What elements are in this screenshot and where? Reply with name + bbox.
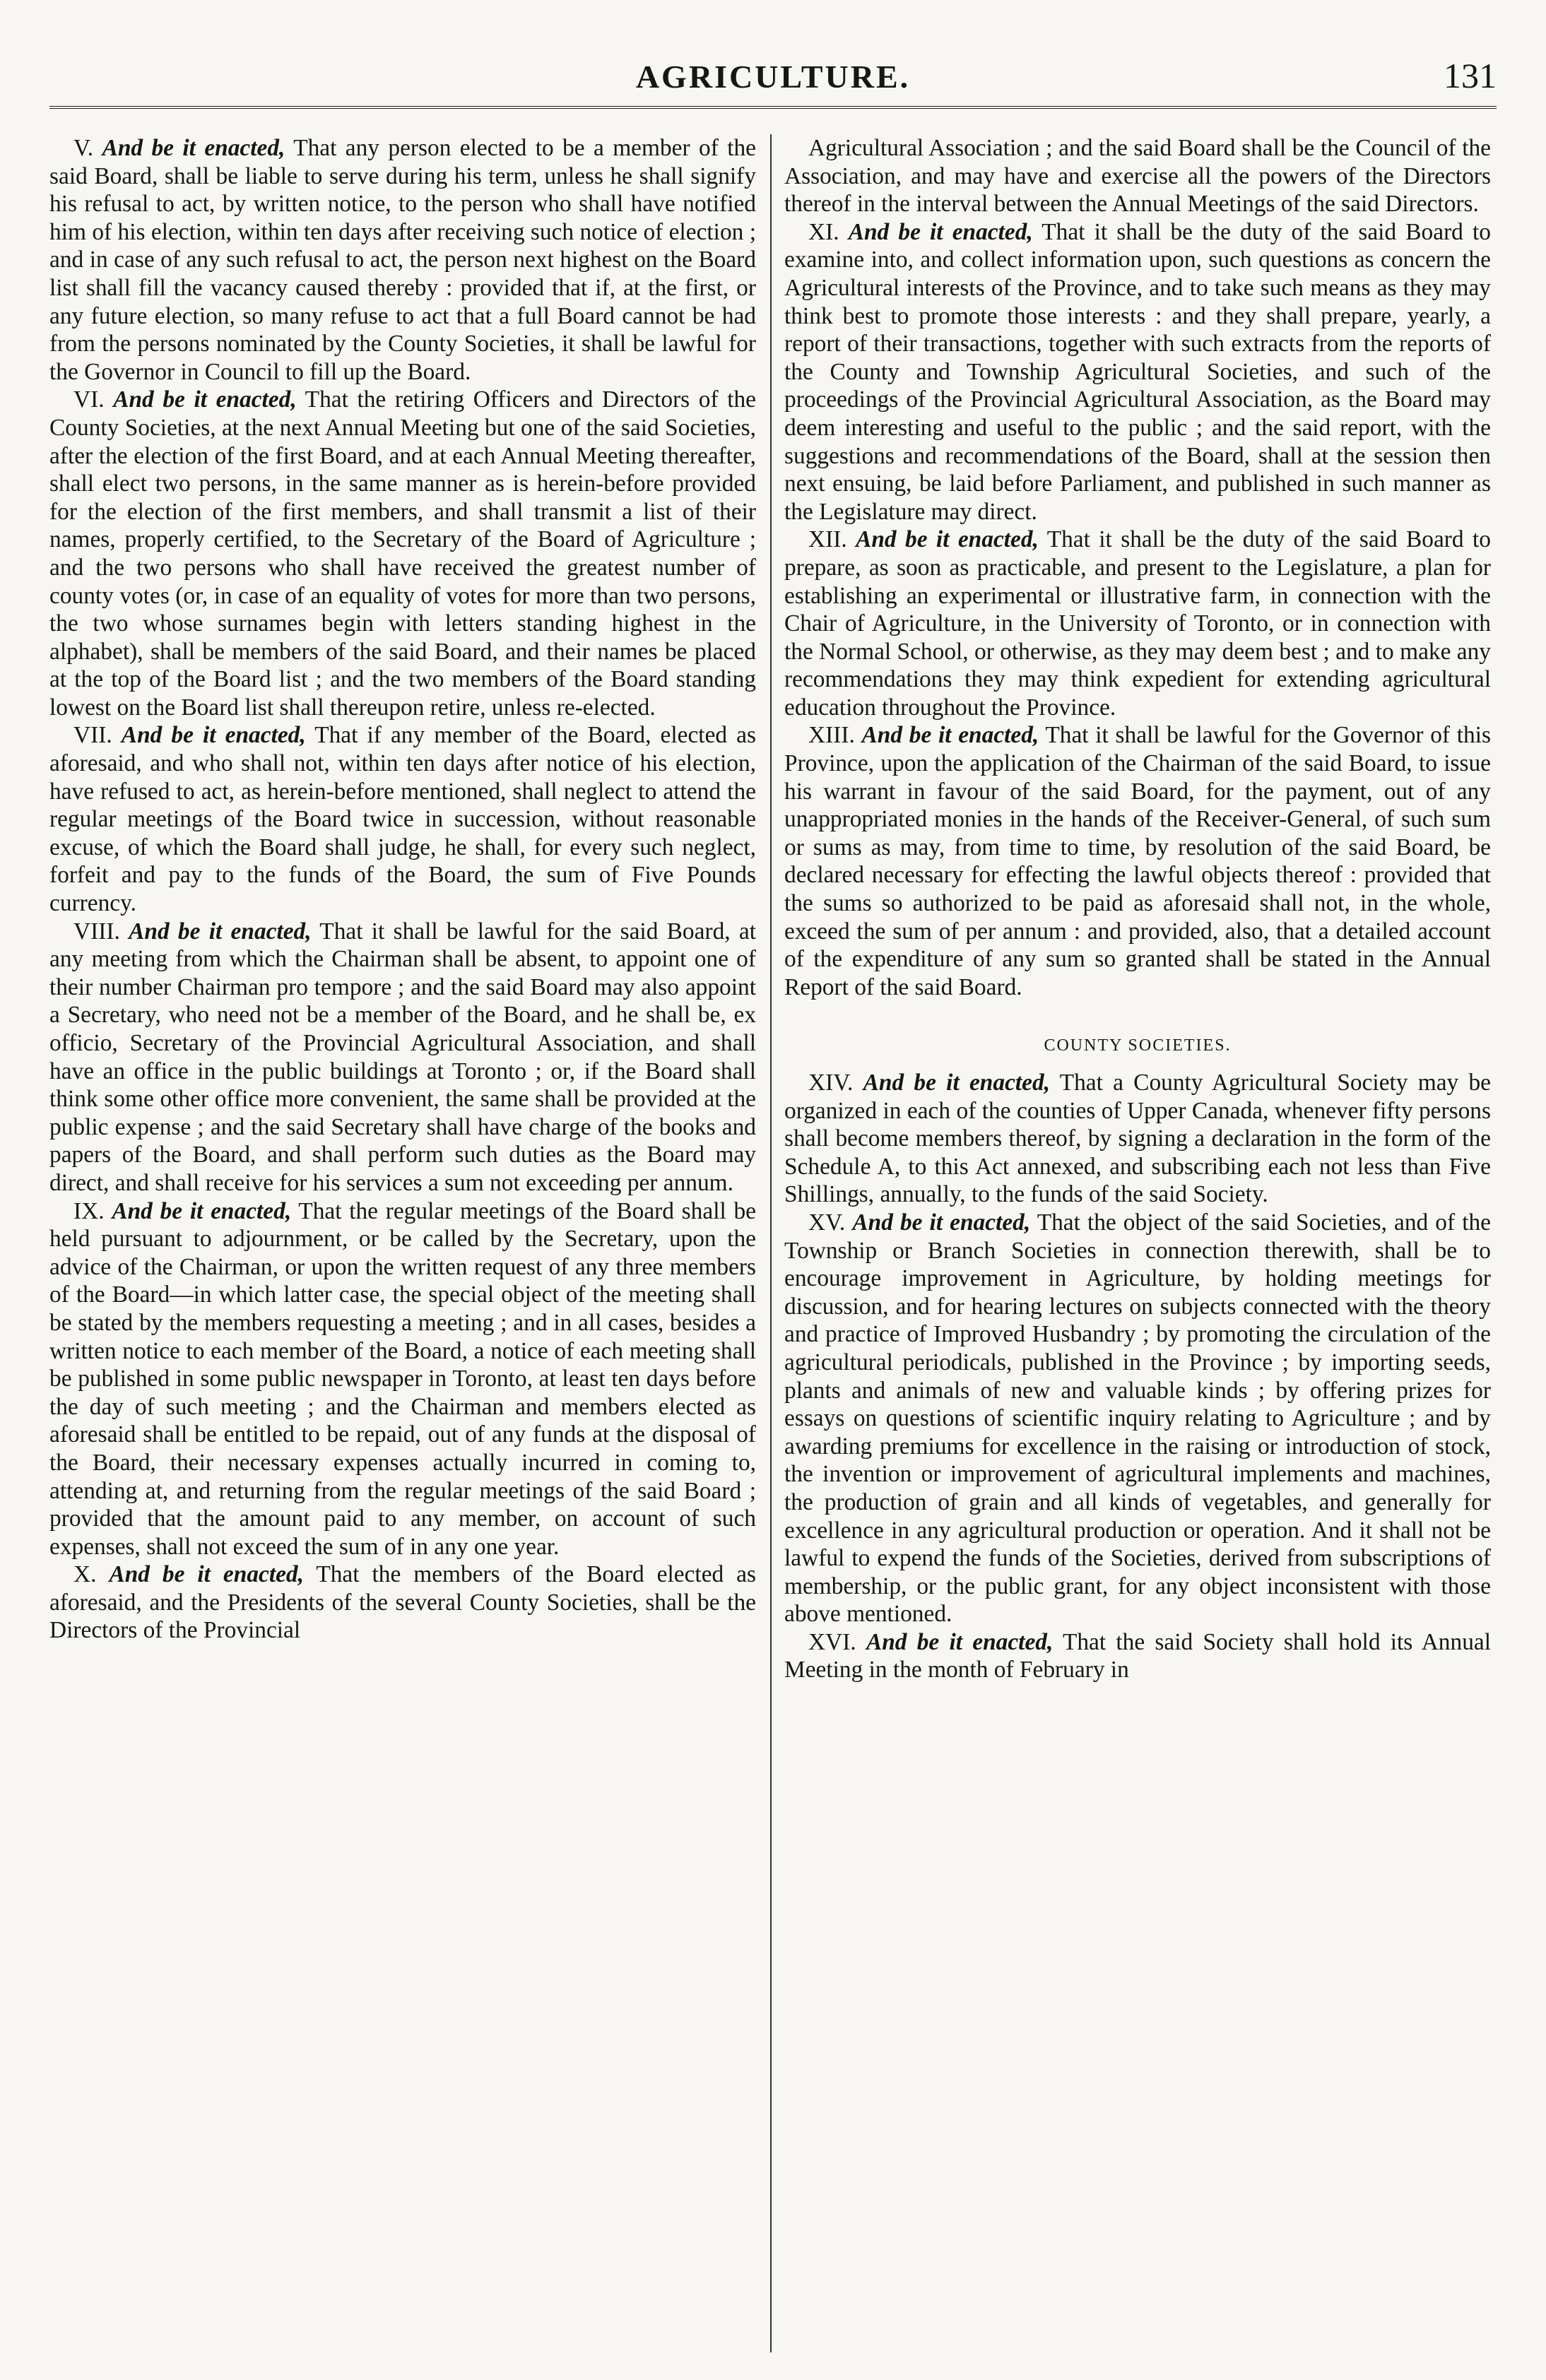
page-number: 131 — [1444, 56, 1497, 95]
paragraph-text: That it shall be the duty of the said Board to prepare, as soon as practicable, and present to the Legislature, a plan for establishing an experimental or illustrative farm, in connection with the Chair of Agriculture, in the University of Toronto, or in connection with the Normal School, or otherwise, as they may deem best ; and to make any recommendations they may think expedient for extending agricultural education throughout the Province. — [784, 526, 1491, 721]
paragraph-text: That the retiring Officers and Directors of the County Societies, at the next Annual Meeting but one of the said Societies, after the election of the first Board, and at each Annual Meeting thereafter, shall elect two persons, in the same manner as is herein-before provided for the election of the first members, and shall transmit a list of their names, properly certified, to the Secretary of the Board of Agriculture ; and the two persons who shall have received the greatest number of county votes (or, in case of an equality of votes for more than two persons, the two whose surnames begin with letters standing highest in the alphabet), shall be members of the said Board, and their names be placed at the top of the Board list ; and the two members of the Board standing lowest on the Board list shall thereupon retire, unless re-elected. — [49, 386, 756, 721]
section-number: IX. — [73, 1197, 105, 1224]
enacting-clause: And be it enacted, — [856, 526, 1039, 553]
section-number: V. — [73, 135, 94, 161]
paragraph — [49, 134, 756, 386]
column-divider — [770, 134, 772, 2352]
right-column-top — [784, 134, 1491, 1001]
enacting-clause: And be it enacted, — [848, 218, 1033, 245]
enacting-clause: And be it enacted, — [121, 722, 306, 749]
section-number: VIII. — [73, 918, 120, 945]
right-column — [784, 134, 1491, 2352]
paragraph-text: That any person elected to be a member of the said Board, shall be liable to serve during his term, unless he shall signify his refusal to act, by written notice, to the person who shall have notified him of his election, within ten days after receiving such notice of election ; and in case of any such refusal to act, the person next highest on the Board list shall fill the vacancy caused thereby : provided that if, at the first, or any future election, so many refuse to act that a full Board cannot be had from the persons nominated by the County Societies, it shall be lawful for the Governor in Council to fill up the Board. — [49, 135, 756, 385]
section-number: VI. — [73, 386, 105, 413]
paragraph — [784, 1069, 1491, 1209]
section-number: VII. — [73, 722, 112, 749]
section-number: XV. — [808, 1209, 846, 1236]
section-number: XVI. — [808, 1628, 856, 1655]
paragraph — [49, 1197, 756, 1561]
enacting-clause: And be it enacted, — [863, 1070, 1051, 1096]
enacting-clause: And be it enacted, — [861, 722, 1039, 749]
section-number: XIII. — [808, 722, 855, 749]
paragraph-text: That the object of the said Societies, and of the Township or Branch Societies in connection therewith, shall be to encourage improvement in Agriculture, by holding meetings for discussion, and for hearing lectures on subjects connected with the theory and practice of Improved Husbandry ; by promoting the circulation of the agricultural periodicals, published in the Province ; by importing seeds, plants and animals of new and valuable kinds ; by offering prizes for essays on questions of scientific inquiry relating to Agriculture ; and by awarding premiums for excellence in the raising or introduction of stock, the invention or improvement of agricultural implements and machines, the production of grain and all kinds of vegetables, and generally for excellence in any agricultural production or operation. And it shall not be lawful to expend the funds of the Societies, derived from subscriptions of membership, or the public grant, for any object inconsistent with those above mentioned. — [784, 1209, 1491, 1628]
paragraph-text: That the regular meetings of the Board shall be held pursuant to adjournment, or be called by the Secretary, upon the advice of the Chairman, or upon the written request of any three members of the Board—in which latter case, the special object of the meeting shall be stated by the members requesting a meeting ; and in all cases, besides a written notice to each member of the Board, a notice of each meeting shall be published in some public newspaper in Toronto, at least ten days before the day of such meeting ; and the Chairman and members elected as aforesaid shall be entitled to be repaid, out of any funds at the disposal of the Board, their necessary expenses actually incurred in coming to, attending at, and returning from the regular meetings of the said Board ; provided that the amount paid to any member, on account of such expenses, shall not exceed the sum of in any one year. — [49, 1197, 756, 1560]
section-number: XII. — [808, 526, 847, 553]
paragraph-text: That a County Agricultural Society may be organized in each of the counties of Upper Canada, whenever fifty persons shall become members thereof, by signing a declaration in the form of the Schedule A, to this Act annexed, and subscribing each not less than Five Shillings, annually, to the funds of the said Society. — [784, 1070, 1491, 1208]
section-number: XIV. — [808, 1070, 854, 1096]
paragraph-text: That the members of the Board elected as aforesaid, and the Presidents of the several County Societies, shall be the Directors of the Provincial — [49, 1561, 756, 1644]
paragraph — [49, 386, 756, 721]
page-header — [49, 49, 1497, 109]
paragraph-text: That it shall be the duty of the said Board to examine into, and collect information upon, such questions as concern the Agricultural interests of the Province, and to take such means as they may think best to promote those interests : and they shall prepare, yearly, a report of their transactions, together with such extracts from the reports of the County and Township Agricultural Societies, and such of the proceedings of the Provincial Agricultural Association, as the Board may deem interesting and useful to the public ; and the said report, with the suggestions and recommendations of the Board, shall at the session then next ensuing, be laid before Parliament, and published in such manner as the Legislature may direct. — [784, 218, 1491, 525]
paragraph — [784, 134, 1491, 218]
paragraph-text: That the said Society shall hold its Annual Meeting in the month of February in — [784, 1628, 1491, 1683]
paragraph-text: That if any member of the Board, elected as aforesaid, and who shall not, within ten days after notice of his election, have refused to act, as herein-before mentioned, shall neglect to attend the regular meetings of the Board twice in succession, without reasonable excuse, of which the Board shall judge, he shall, for every such neglect, forfeit and pay to the funds of the Board, the sum of Five Pounds currency. — [49, 722, 756, 917]
paragraph — [784, 1209, 1491, 1628]
paragraph — [784, 721, 1491, 1001]
left-column — [49, 134, 756, 2352]
running-title: AGRICULTURE. — [635, 59, 911, 95]
paragraph — [49, 918, 756, 1197]
enacting-clause: And be it enacted, — [109, 1561, 304, 1588]
enacting-clause: And be it enacted, — [102, 135, 285, 161]
paragraph-text: Agricultural Association ; and the said Board shall be the Council of the Association, and may have and exercise all the powers of the Directors thereof in the interval between the Annual Meetings of the said Directors. — [784, 135, 1491, 218]
enacting-clause: And be it enacted, — [112, 1197, 292, 1224]
paragraph — [784, 218, 1491, 526]
paragraph — [784, 526, 1491, 721]
enacting-clause: And be it enacted, — [113, 386, 297, 413]
paragraph — [784, 1628, 1491, 1684]
section-number: X. — [73, 1561, 97, 1588]
right-column-bottom — [784, 1069, 1491, 1684]
paragraph — [49, 721, 756, 917]
section-number: XI. — [808, 218, 839, 245]
paragraph-text: That it shall be lawful for the said Board, at any meeting from which the Chairman shall be absent, to appoint one of their number Chairman pro tempore ; and the said Board may also appoint a Secretary, who need not be a member of the Board, and he shall be, ex officio, Secretary of the Provincial Agricultural Association, and shall have an office in the public buildings at Toronto ; or, if the Board shall think some other office more convenient, the same shall be provided at the public expense ; and the said Secretary shall have charge of the books and papers of the Board, and shall perform such duties as the Board may direct, and shall receive for his services a sum not exceeding per annum. — [49, 918, 756, 1196]
enacting-clause: And be it enacted, — [852, 1209, 1031, 1236]
enacting-clause: And be it enacted, — [129, 918, 312, 945]
paragraph — [49, 1561, 756, 1645]
section-subheading: COUNTY SOCIETIES. — [1044, 1036, 1232, 1055]
enacting-clause: And be it enacted, — [866, 1628, 1054, 1655]
paragraph-text: That it shall be lawful for the Governor of this Province, upon the application of the Chairman of the said Board, to issue his warrant in favour of the said Board, for the payment, out of any unappropriated monies in the hands of the Receiver-General, of such sum or sums as may, from time to time, by resolution of the said Board, be declared necessary for effecting the lawful objects thereof : provided that the sums so authorized to be paid as aforesaid shall not, in the whole, exceed the sum of per annum : and provided, also, that a detailed account of the expenditure of any sum so granted shall be stated in the Annual Report of the said Board. — [784, 722, 1491, 1000]
